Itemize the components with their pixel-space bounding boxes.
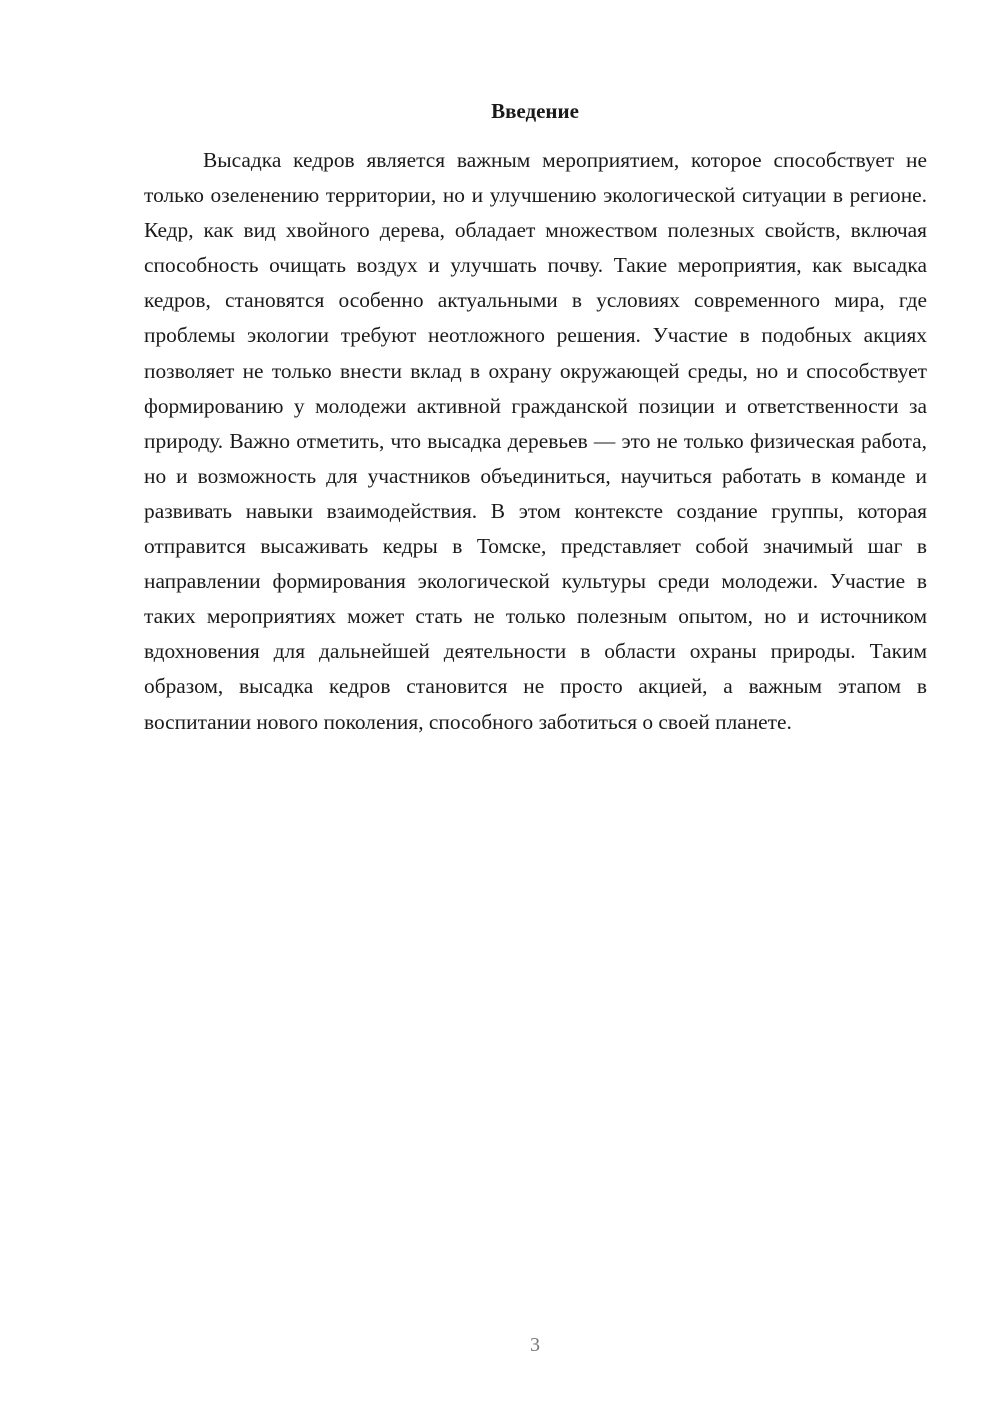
body-paragraph: Высадка кедров является важным мероприятием, которое способствует не только озеленению территории, но и улучшению экологической ситуации в регионе. Кедр, как вид хвойного дерева, обладает множеством полезных свойств, включая способность очищать воздух и улучшать почву. Такие мероприятия, как высадка кедров, становятся особенно актуальными в условиях современного мира, где проблемы экологии требуют неотложного решения. Участие в подобных акциях позволяет не только внести вклад в охрану окружающей среды, но и способствует формированию у молодежи активной гражданской позиции и ответственности за природу. Важно отметить, что высадка деревьев — это не только физическая работа, но и возможность для участников объединиться, научиться работать в команде и развивать навыки взаимодействия. В этом контексте создание группы, которая отправится высаживать кедры в Томске, представляет собой значимый шаг в направлении формирования экологической культуры среди молодежи. Участие в таких мероприятиях может стать не только полезным опытом, но и источником вдохновения для дальнейшей деятельности в области охраны природы. Таким образом, высадка кедров становится не просто акцией, а важным этапом в воспитании нового поколения, способного заботиться о своей планете. [144,148,927,734]
page-number: 3 [530,1334,540,1356]
section-title: Введение [491,99,579,123]
